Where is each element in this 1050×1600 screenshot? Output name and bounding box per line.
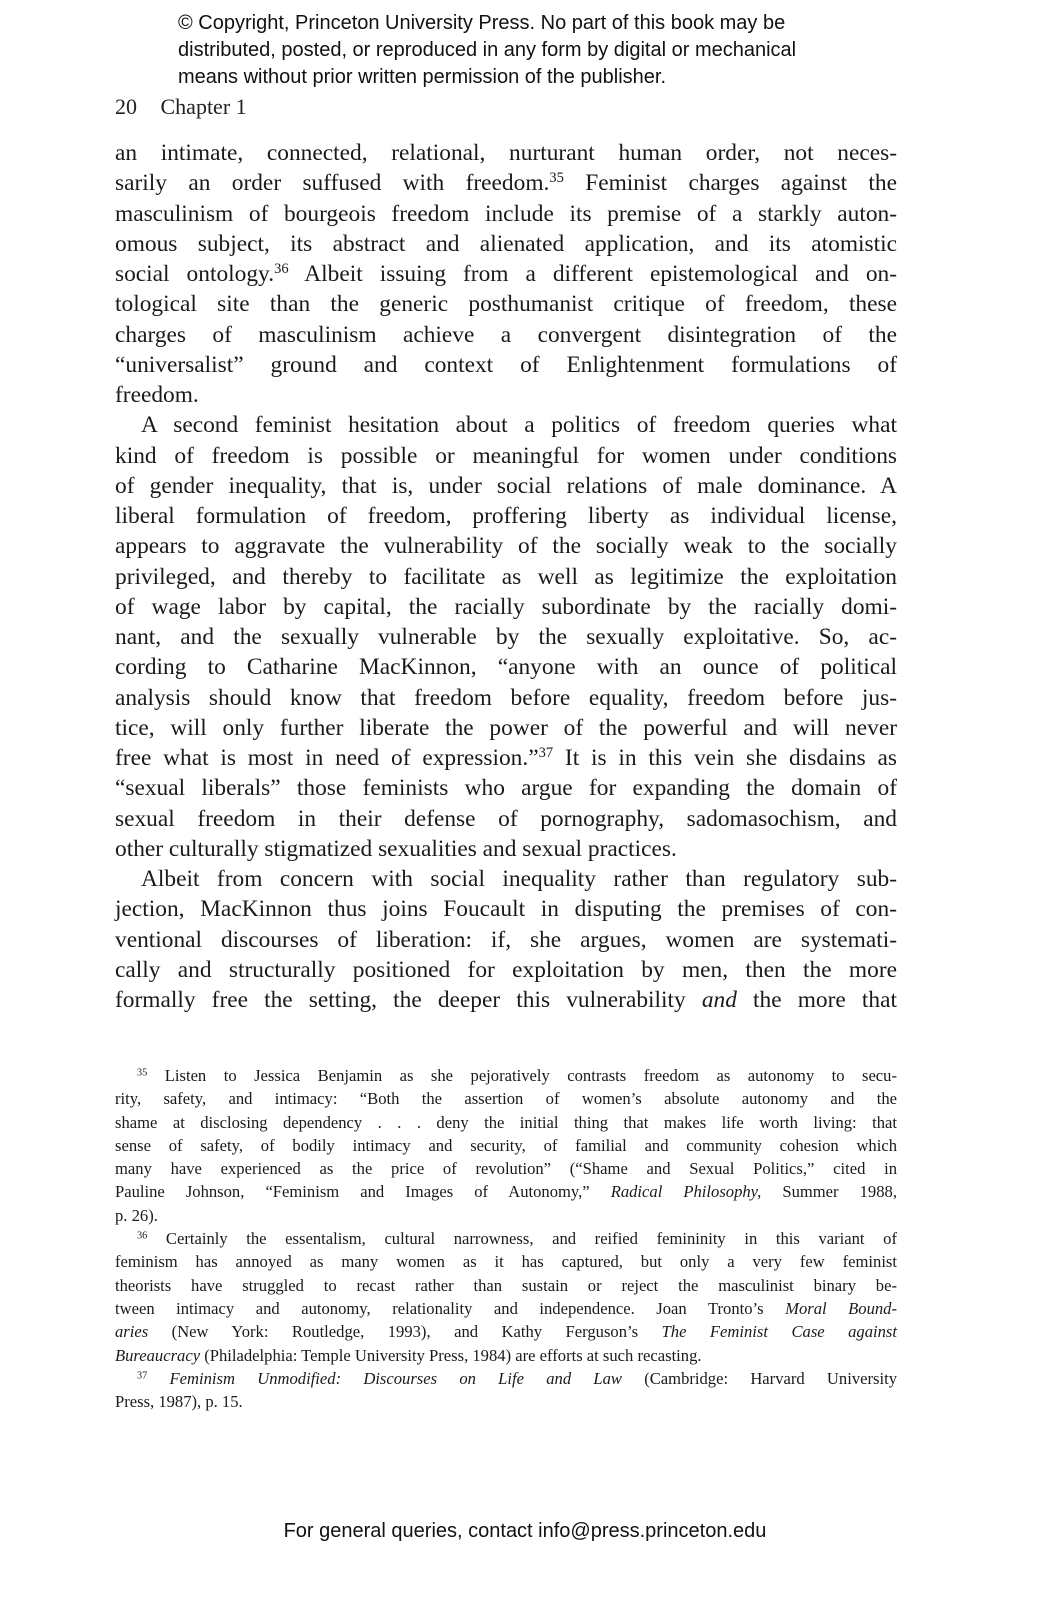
notice-line: © Copyright, Princeton University Press. No part of this book may be: [178, 12, 786, 34]
text-span: Listen to Jessica Benjamin as she pejoratively contrasts freedom as autonomy to secu-: [147, 1066, 897, 1085]
italic-text: aries: [115, 1322, 149, 1342]
text-span: formally free the setting, the deeper this vulnerability: [115, 987, 702, 1013]
footnote-ref: 35: [137, 1067, 148, 1079]
text-span: the more that: [736, 987, 897, 1013]
text-span: (Cambridge: Harvard University: [621, 1368, 897, 1388]
text-span: (Philadelphia: Temple University Press, 1984) are efforts at such recasting.: [200, 1345, 702, 1365]
paragraph: [115, 864, 897, 1015]
text-line: of wage labor by capital, the racially subordinate by the racially domi-: [115, 593, 897, 620]
italic-text: Feminism Unmodified: Discourses on Life and Law: [169, 1368, 622, 1388]
text-span: It is in this vein she disdains as: [553, 745, 897, 771]
text-line: kind of freedom is possible or meaningful for women under conditions: [115, 442, 897, 469]
page-number: 20: [115, 94, 137, 119]
text-line: [115, 1320, 897, 1343]
footnotes: [115, 1064, 897, 1413]
text-span: Albeit issuing from a different epistemological and on-: [288, 261, 897, 287]
text-line: liberal formulation of freedom, proffering liberty as individual license,: [115, 503, 897, 529]
text-line: [115, 1367, 897, 1390]
text-span: Certainly the essentalism, cultural narrowness, and reified femininity in this variant of: [147, 1229, 897, 1249]
text-line: other culturally stigmatized sexualities and sexual practices.: [115, 835, 677, 862]
text-line: tice, will only further liberate the power of the powerful and will never: [115, 714, 897, 741]
text-line: cording to Catharine MacKinnon, “anyone with an ounce of political: [115, 654, 897, 681]
text-line: theorists have struggled to recast rather than sustain or reject the masculinist binary be-: [115, 1275, 897, 1295]
text-line: [115, 1227, 897, 1250]
text-line: an intimate, connected, relational, nurturant human order, not neces-: [115, 140, 897, 166]
body-text: [115, 138, 897, 1015]
text-line: sense of safety, of bodily intimacy and security, of familial and community cohesion which: [115, 1135, 897, 1155]
footer-contact: For general queries, contact info@press.princeton.edu: [283, 1520, 767, 1542]
text-line: [115, 1297, 897, 1320]
footnote-ref: 37: [137, 1370, 148, 1382]
italic-text: and: [701, 987, 737, 1013]
text-line: shame at disclosing dependency . . . deny the initial thing that makes life worth living: that: [115, 1112, 897, 1132]
footnote-ref: 35: [549, 170, 564, 187]
text-span: (New York: Routledge, 1993), and Kathy Ferguson’s: [148, 1322, 662, 1342]
text-line: omous subject, its abstract and alienated application, and its atomistic: [115, 230, 897, 257]
text-span: social ontology.: [115, 261, 275, 287]
text-line: p. 26).: [115, 1205, 158, 1225]
text-line: feminism has annoyed as many women as it has captured, but only a very few feminist: [115, 1252, 897, 1272]
chapter-title: Chapter 1: [160, 94, 247, 119]
footnote-ref: 36: [274, 261, 289, 278]
text-span: free what is most in need of expression.”: [115, 745, 539, 771]
text-line: masculinism of bourgeois freedom include its premise of a starkly auton-: [115, 200, 897, 227]
text-line: [115, 743, 897, 773]
italic-text: Moral Bound-: [785, 1298, 897, 1318]
text-line: privileged, and thereby to facilitate as well as legitimize the exploitation: [115, 563, 897, 590]
footnote: [115, 1367, 897, 1414]
text-span: Feminist charges against the: [563, 170, 897, 197]
text-line: rity, safety, and intimacy: “Both the assertion of women’s absolute autonomy and the: [115, 1089, 897, 1109]
text-line: [115, 259, 897, 289]
text-line: appears to aggravate the vulnerability of the socially weak to the socially: [115, 533, 897, 560]
footnote-ref: 37: [538, 745, 554, 762]
paragraph: [115, 138, 897, 410]
text-span: sarily an order suffused with freedom.: [115, 170, 550, 197]
text-line: [115, 1344, 897, 1367]
text-line: “universalist” ground and context of Enlightenment formulations of: [115, 351, 897, 378]
text-line: of gender inequality, that is, under social relations of male dominance. A: [115, 472, 897, 499]
text-span: tween intimacy and autonomy, relationality and independence. Joan Tronto’s: [115, 1298, 786, 1318]
text-line: [115, 985, 897, 1015]
text-line: many have experienced as the price of revolution” (“Shame and Sexual Politics,” cited in: [115, 1159, 897, 1179]
text-line: [115, 1180, 897, 1203]
text-line: Albeit from concern with social inequality rather than regulatory sub-: [141, 866, 897, 892]
text-line: tological site than the generic posthumanist critique of freedom, these: [115, 291, 897, 318]
text-line: A second feminist hesitation about a politics of freedom queries what: [141, 412, 897, 439]
text-span: Summer 1988,: [761, 1182, 897, 1202]
text-line: ventional discourses of liberation: if, she argues, women are systemati-: [115, 926, 897, 953]
text-line: sexual freedom in their defense of pornography, sadomasochism, and: [115, 805, 897, 832]
text-line: jection, MacKinnon thus joins Foucault in disputing the premises of con-: [115, 896, 897, 923]
text-span: [147, 1369, 169, 1388]
text-line: Press, 1987), p. 15.: [115, 1392, 243, 1412]
footnote: [115, 1064, 897, 1227]
text-line: charges of masculinism achieve a convergent disintegration of the: [115, 321, 897, 348]
italic-text: Bureaucracy: [115, 1345, 201, 1365]
italic-text: Radical Philosophy,: [610, 1182, 762, 1202]
text-line: [115, 168, 897, 198]
text-span: Pauline Johnson, “Feminism and Images of Autonomy,”: [115, 1182, 611, 1202]
text-line: [115, 1064, 897, 1087]
text-line: freedom.: [115, 382, 199, 408]
paragraph: [115, 410, 897, 864]
notice-line: distributed, posted, or reproduced in any form by digital or mechanical: [178, 39, 797, 61]
copyright-notice: [178, 10, 796, 91]
text-line: cally and structurally positioned for exploitation by men, then the more: [115, 956, 897, 983]
italic-text: The Feminist Case against: [661, 1322, 897, 1342]
text-line: nant, and the sexually vulnerable by the sexually exploitative. So, ac-: [115, 624, 897, 650]
footnote: [115, 1227, 897, 1367]
notice-line: means without prior written permission of the publisher.: [178, 66, 667, 88]
footnote-ref: 36: [137, 1230, 148, 1242]
text-line: “sexual liberals” those feminists who argue for expanding the domain of: [115, 775, 897, 802]
running-head: [115, 94, 247, 120]
text-line: analysis should know that freedom before equality, freedom before jus-: [115, 684, 897, 711]
